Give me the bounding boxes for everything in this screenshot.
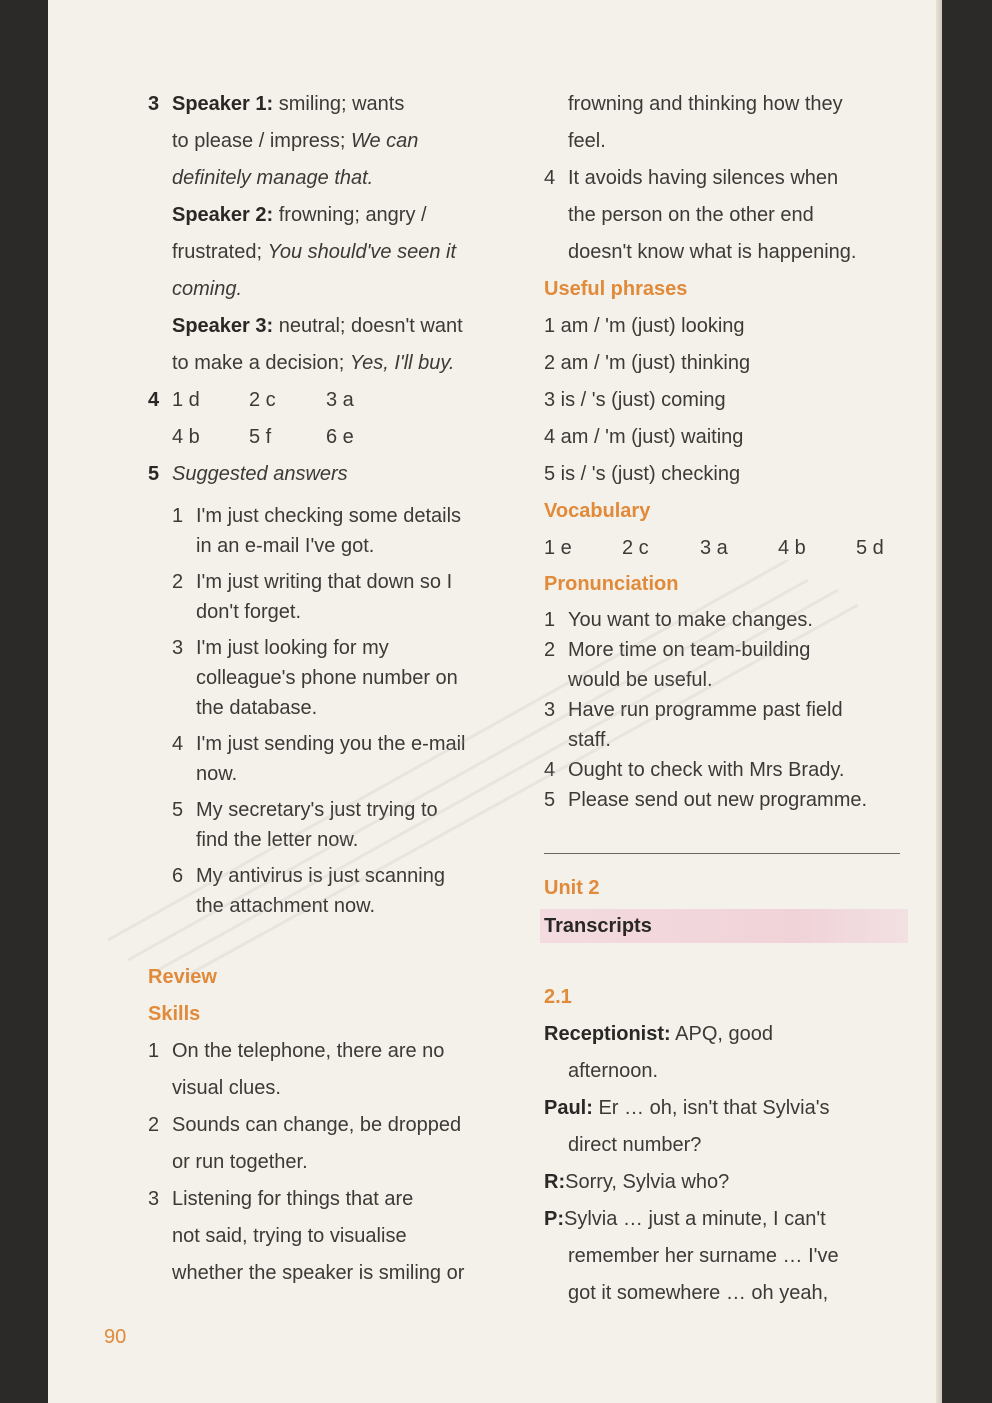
dialogue-line-p-cont: remember her surname … I've xyxy=(568,1245,839,1267)
q3-line-4: Speaker 2: frowning; angry / xyxy=(172,204,427,226)
useful-phrase-3: 3 is / 's (just) coming xyxy=(544,389,726,411)
q5-item-4-cont: now. xyxy=(196,763,238,785)
pronunciation-item-2-cont: would be useful. xyxy=(568,669,713,691)
pronunciation-item-1: 1 You want to make changes. xyxy=(544,609,813,631)
useful-phrase-2: 2 am / 'm (just) thinking xyxy=(544,352,751,374)
book-page xyxy=(48,0,942,1403)
skills-item-1: 1 On the telephone, there are no xyxy=(148,1040,445,1062)
skills-item-1-cont: visual clues. xyxy=(172,1077,281,1099)
pronunciation-item-3: 3 Have run programme past field xyxy=(544,699,843,721)
skills-item-3-cont: not said, trying to visualise xyxy=(172,1225,407,1247)
q5-item-1-cont: in an e-mail I've got. xyxy=(196,535,375,557)
q3-line-2: to please / impress; We can xyxy=(172,130,419,152)
review-item-3-cont4: feel. xyxy=(568,130,606,152)
q5-item-3-cont2: the database. xyxy=(196,697,318,719)
left-column xyxy=(148,88,528,1294)
q5-item-1: 1 I'm just checking some details xyxy=(172,505,462,527)
pronunciation-item-3-cont: staff. xyxy=(568,729,611,751)
useful-phrases-heading: Useful phrases xyxy=(544,278,688,300)
q5-item-2: 2 I'm just writing that down so I xyxy=(172,571,453,593)
skills-item-2-cont: or run together. xyxy=(172,1151,308,1173)
vocabulary-answers: 1 e 2 c 3 a 4 b 5 d xyxy=(544,537,884,559)
pronunciation-item-5: 5 Please send out new programme. xyxy=(544,789,868,811)
skills-item-2: 2 Sounds can change, be dropped xyxy=(148,1114,462,1136)
dialogue-line-r: R:Sorry, Sylvia who? xyxy=(544,1171,730,1193)
useful-phrase-5: 5 is / 's (just) checking xyxy=(544,463,741,485)
q5-item-4: 4 I'm just sending you the e-mail xyxy=(172,733,466,755)
dialogue-line-receptionist-cont: afternoon. xyxy=(568,1060,659,1082)
section-divider xyxy=(544,853,900,854)
skills-heading: Skills xyxy=(148,1003,201,1025)
q5-heading: 5 Suggested answers xyxy=(148,463,348,485)
q3-line-5: frustrated; You should've seen it xyxy=(172,241,457,263)
skills-item-3: 3 Listening for things that are xyxy=(148,1188,414,1210)
q3-line-1: 3 Speaker 1: smiling; wants xyxy=(148,93,405,115)
transcript-section-number: 2.1 xyxy=(544,986,572,1008)
dialogue-line-paul: Paul: Er … oh, isn't that Sylvia's xyxy=(544,1097,830,1119)
q5-item-5: 5 My secretary's just trying to xyxy=(172,799,438,821)
page-number: 90 xyxy=(104,1326,127,1348)
dialogue-line-p-cont2: got it somewhere … oh yeah, xyxy=(568,1282,829,1304)
review-item-4-cont: the person on the other end xyxy=(568,204,814,226)
vocabulary-heading: Vocabulary xyxy=(544,500,651,522)
q5-item-6: 6 My antivirus is just scanning xyxy=(172,865,445,887)
pronunciation-heading: Pronunciation xyxy=(544,573,679,595)
q5-item-5-cont: find the letter now. xyxy=(196,829,359,851)
skills-item-3-cont2: whether the speaker is smiling or xyxy=(172,1262,465,1284)
q5-item-3: 3 I'm just looking for my xyxy=(172,637,389,659)
unit-title: Unit 2 xyxy=(544,877,600,899)
pronunciation-item-4: 4 Ought to check with Mrs Brady. xyxy=(544,759,845,781)
q5-item-6-cont: the attachment now. xyxy=(196,895,376,917)
review-item-3-cont3: frowning and thinking how they xyxy=(568,93,843,115)
q5-item-3-cont: colleague's phone number on xyxy=(196,667,458,689)
useful-phrase-4: 4 am / 'm (just) waiting xyxy=(544,426,744,448)
q4-row-1: 4 1 d 2 c 3 a xyxy=(148,389,354,411)
dialogue-line-paul-cont: direct number? xyxy=(568,1134,702,1156)
q3-line-8: to make a decision; Yes, I'll buy. xyxy=(172,352,455,374)
q4-row-2: 4 b 5 f 6 e xyxy=(172,426,354,448)
q3-line-7: Speaker 3: neutral; doesn't want xyxy=(172,315,463,337)
dialogue-line-receptionist: Receptionist: APQ, good xyxy=(544,1023,773,1045)
dialogue-line-p: P:Sylvia … just a minute, I can't xyxy=(544,1208,826,1230)
useful-phrase-1: 1 am / 'm (just) looking xyxy=(544,315,745,337)
q5-item-2-cont: don't forget. xyxy=(196,601,301,623)
transcripts-band: Transcripts xyxy=(540,909,908,943)
right-column xyxy=(544,88,924,1314)
review-item-4-cont2: doesn't know what is happening. xyxy=(568,241,857,263)
pronunciation-item-2: 2 More time on team-building xyxy=(544,639,811,661)
q3-line-6: coming. xyxy=(172,278,243,300)
review-item-4: 4 It avoids having silences when xyxy=(544,167,839,189)
q3-line-3: definitely manage that. xyxy=(172,167,374,189)
review-heading: Review xyxy=(148,966,217,988)
